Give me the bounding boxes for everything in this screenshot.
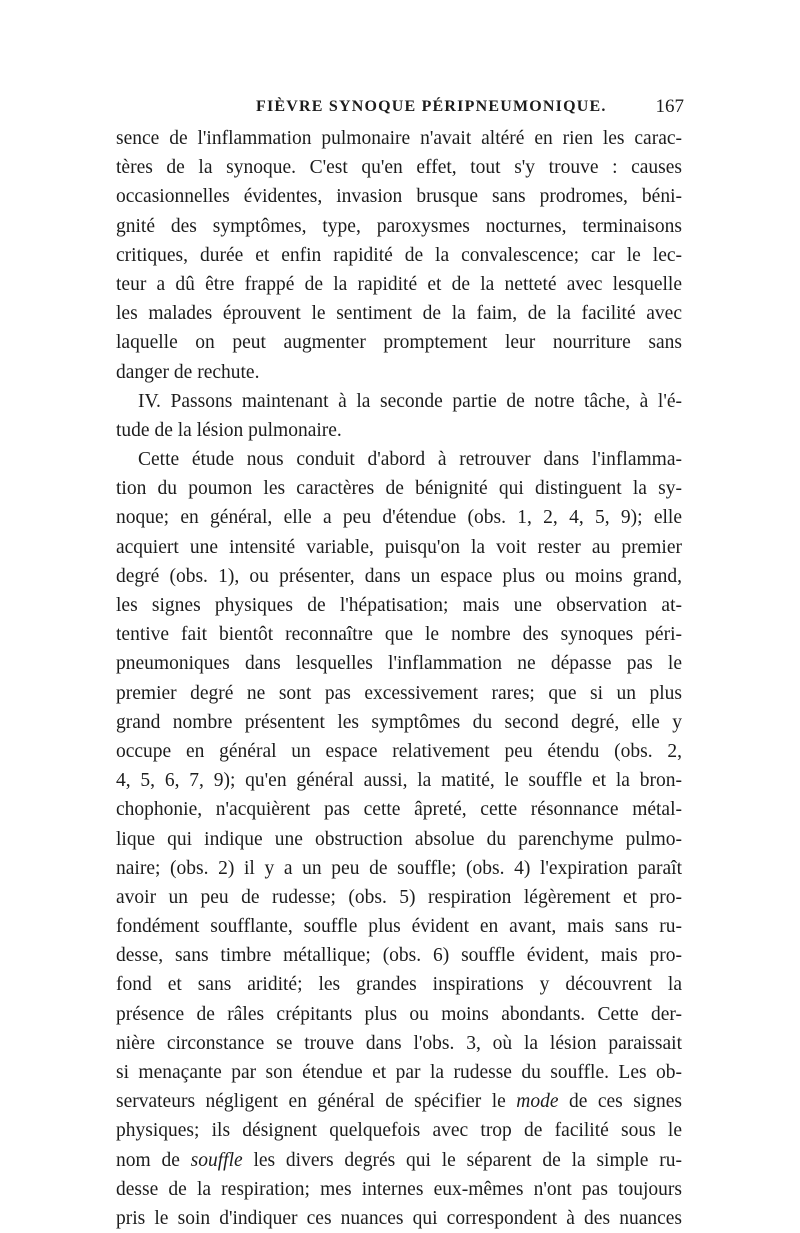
- text-line: [116, 241, 682, 270]
- line-text: si menaçante par son étendue et par la rudesse du souffle. Les ob-: [116, 1062, 682, 1083]
- line-text: laquelle on peut augmenter promptement leur nourriture sans: [116, 332, 682, 354]
- text-line: [116, 1175, 682, 1204]
- line-text: desse, sans timbre métallique; (obs. 6) souffle évident, mais pro-: [116, 945, 682, 967]
- line-text: fondément soufflante, souffle plus évident en avant, mais sans ru-: [116, 916, 682, 938]
- line-text: les signes physiques de l'hépatisation; mais une observation at-: [116, 595, 682, 616]
- line-text: avoir un peu de rudesse; (obs. 5) respiration légèrement et pro-: [116, 886, 682, 908]
- line-text: lique qui indique une obstruction absolue du parenchyme pulmo-: [116, 828, 682, 850]
- line-text: occupe en général un espace relativement peu étendu (obs. 2,: [116, 740, 682, 762]
- text-line: [116, 328, 682, 357]
- text-line: [116, 679, 682, 708]
- text-line: [116, 212, 682, 241]
- text-line: [116, 445, 682, 474]
- text-line: [116, 854, 682, 883]
- text-line: [116, 970, 682, 999]
- text-line: [116, 562, 682, 591]
- line-text: degré (obs. 1), ou présenter, dans un espace plus ou moins grand,: [116, 565, 682, 587]
- line-text: tude de la lésion pulmonaire.: [116, 419, 342, 441]
- text-line: [116, 883, 682, 912]
- line-text: desse de la respiration; mes internes eux-mêmes n'ont pas toujours: [116, 1178, 682, 1200]
- line-text: sence de l'inflammation pulmonaire n'avait altéré en rien les carac-: [116, 128, 682, 149]
- line-text: Cette étude nous conduit d'abord à retrouver dans l'inflamma-: [138, 449, 682, 471]
- text-line: [116, 387, 682, 416]
- text-line: [116, 503, 682, 532]
- text-line: [116, 416, 682, 445]
- text-line: [116, 825, 682, 854]
- text-line: [116, 941, 682, 970]
- line-text: critiques, durée et enfin rapidité de la convalescence; car le lec-: [116, 244, 682, 266]
- emphasis-text: souffle: [190, 1149, 243, 1171]
- line-text: premier degré ne sont pas excessivement rares; que si un plus: [116, 682, 682, 704]
- text-line: [116, 912, 682, 941]
- line-text-continued: les divers degrés qui le séparent de la simple ru-: [242, 1149, 682, 1171]
- line-text: acquiert une intensité variable, puisqu'on la voit rester au premier: [116, 536, 682, 558]
- text-line: [116, 1087, 682, 1116]
- text-line: [116, 1116, 682, 1145]
- text-line: [116, 1000, 682, 1029]
- text-line: [116, 649, 682, 678]
- page-number: 167: [655, 96, 684, 117]
- line-text: les malades éprouvent le sentiment de la faim, de la facilité avec: [116, 303, 682, 325]
- text-line: [116, 1058, 682, 1087]
- text-line: [116, 620, 682, 649]
- line-text: noque; en général, elle a peu d'étendue (obs. 1, 2, 4, 5, 9); elle: [116, 507, 682, 529]
- text-line: [116, 795, 682, 824]
- line-text: naire; (obs. 2) il y a un peu de souffle; (obs. 4) l'expiration paraît: [116, 857, 682, 879]
- line-text: physiques; ils désignent quelquefois avec trop de facilité sous le: [116, 1120, 682, 1142]
- line-text: servateurs négligent en général de spécifier le: [116, 1091, 517, 1113]
- line-text: pneumoniques dans lesquelles l'inflammation ne dépasse pas le: [116, 653, 682, 675]
- text-line: [116, 533, 682, 562]
- text-line: [116, 270, 682, 299]
- text-line: [116, 299, 682, 328]
- text-line: [116, 708, 682, 737]
- running-title: FIÈVRE SYNOQUE PÉRIPNEUMONIQUE.: [256, 98, 607, 115]
- line-text: nom de: [116, 1149, 191, 1171]
- line-text-continued: de ces signes: [558, 1091, 682, 1113]
- text-line: [116, 474, 682, 503]
- text-line: [116, 153, 682, 182]
- text-line: [116, 591, 682, 620]
- line-text: occasionnelles évidentes, invasion brusque sans prodromes, béni-: [116, 186, 682, 208]
- emphasis-text: mode: [516, 1091, 559, 1113]
- line-text: gnité des symptômes, type, paroxysmes nocturnes, terminaisons: [116, 215, 682, 237]
- text-line: [116, 182, 682, 211]
- text-line: [116, 1029, 682, 1058]
- line-text: tion du poumon les caractères de bénignité qui distinguent la sy-: [116, 478, 682, 500]
- line-text: chophonie, n'acquièrent pas cette âpreté, cette résonnance métal-: [116, 799, 682, 821]
- text-line: [116, 766, 682, 795]
- text-line: [116, 124, 682, 153]
- line-text: présence de râles crépitants plus ou moins abondants. Cette der-: [116, 1003, 682, 1025]
- line-text: danger de rechute.: [116, 361, 260, 383]
- line-text: 4, 5, 6, 7, 9); qu'en général aussi, la matité, le souffle et la bron-: [116, 770, 682, 792]
- line-text: grand nombre présentent les symptômes du second degré, elle y: [116, 711, 682, 733]
- running-head: [116, 98, 684, 124]
- text-line: [116, 737, 682, 766]
- text-line: [116, 1204, 682, 1233]
- line-text: tentive fait bientôt reconnaître que le nombre des synoques péri-: [116, 624, 682, 646]
- text-line: [116, 1146, 682, 1175]
- text-line: [116, 358, 682, 387]
- line-text: fond et sans aridité; les grandes inspirations y découvrent la: [116, 974, 682, 996]
- body-text: [116, 124, 682, 1233]
- line-text: tères de la synoque. C'est qu'en effet, tout s'y trouve : causes: [116, 157, 682, 179]
- line-text: pris le soin d'indiquer ces nuances qui correspondent à des nuances: [116, 1207, 682, 1229]
- line-text: teur a dû être frappé de la rapidité et de la netteté avec lesquelle: [116, 273, 682, 295]
- line-text: nière circonstance se trouve dans l'obs. 3, où la lésion paraissait: [116, 1032, 682, 1054]
- line-text: IV. Passons maintenant à la seconde partie de notre tâche, à l'é-: [138, 390, 682, 412]
